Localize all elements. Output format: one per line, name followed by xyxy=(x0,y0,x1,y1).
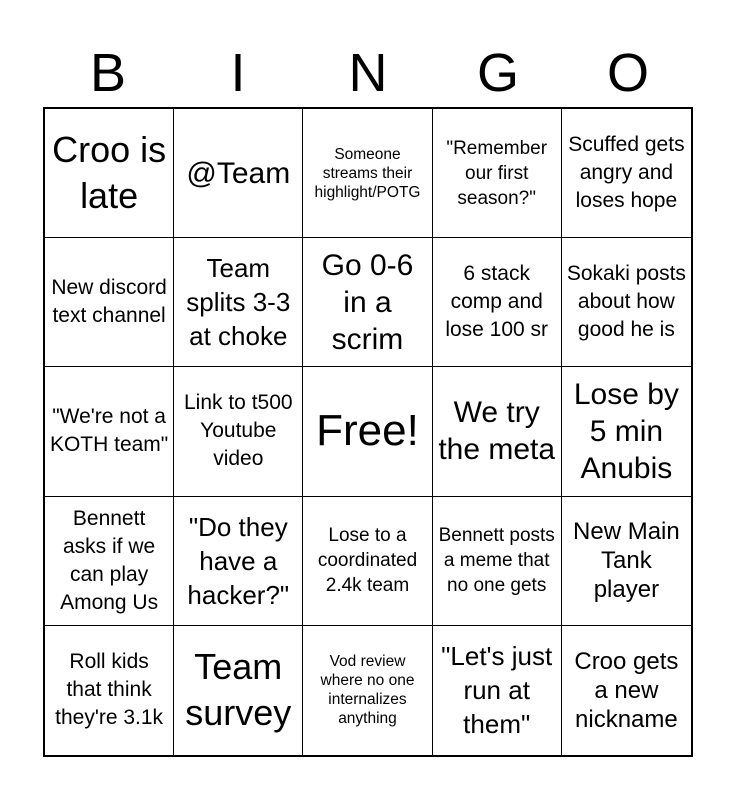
bingo-cell-text: "Do they have a hacker?" xyxy=(187,511,290,610)
bingo-cell-text: @Team xyxy=(186,156,291,190)
bingo-cell-r3c2[interactable] xyxy=(174,367,303,496)
bingo-cell-text: 6 stack comp and lose 100 sr xyxy=(445,262,549,342)
bingo-cell-r4c3[interactable] xyxy=(303,497,432,626)
bingo-cell-text: Lose to a coordinated 2.4k team xyxy=(317,525,418,597)
header-letter-o: O xyxy=(606,43,649,103)
bingo-cell-r2c4[interactable] xyxy=(433,238,562,367)
header-letter-b: B xyxy=(89,43,127,103)
bingo-cell-text: Team survey xyxy=(185,646,292,734)
bingo-cell-r2c2[interactable] xyxy=(174,238,303,367)
bingo-cell-r5c4[interactable] xyxy=(433,626,562,755)
bingo-cell-r3c5[interactable] xyxy=(562,367,691,496)
bingo-cell-r5c1[interactable] xyxy=(45,626,174,755)
bingo-cell-r1c4[interactable] xyxy=(433,109,562,238)
bingo-cell-text: "Remember our first season?" xyxy=(446,137,548,209)
bingo-card-grid xyxy=(43,107,693,757)
bingo-cell-text: Croo gets a new nickname xyxy=(574,647,679,733)
bingo-cell-text: Bennett posts a meme that no one gets xyxy=(438,525,555,597)
bingo-cell-free[interactable] xyxy=(303,367,432,496)
bingo-cell-text: Vod review where no one internalizes anything xyxy=(320,653,415,728)
bingo-cell-text: New Main Tank player xyxy=(573,518,680,604)
bingo-cell-text: Team splits 3-3 at choke xyxy=(186,253,291,352)
bingo-cell-r2c5[interactable] xyxy=(562,238,691,367)
header-letter-g: G xyxy=(476,43,519,103)
bingo-cell-r4c1[interactable] xyxy=(45,497,174,626)
bingo-cell-text: New discord text channel xyxy=(51,276,167,328)
bingo-cell-r4c4[interactable] xyxy=(433,497,562,626)
bingo-cell-r4c2[interactable] xyxy=(174,497,303,626)
bingo-cell-text: Lose by 5 min Anubis xyxy=(573,377,679,485)
bingo-cell-text: Bennett asks if we can play Among Us xyxy=(60,506,159,614)
bingo-header xyxy=(43,40,693,106)
bingo-cell-r5c5[interactable] xyxy=(562,626,691,755)
bingo-cell-r2c3[interactable] xyxy=(303,238,432,367)
bingo-cell-text: Someone streams their highlight/POTG xyxy=(314,145,421,201)
bingo-cell-text: Croo is late xyxy=(52,129,167,217)
header-letter-i: I xyxy=(230,43,246,103)
bingo-cell-text: Link to t500 Youtube video xyxy=(183,391,293,471)
bingo-cell-text: "Let's just run at them" xyxy=(441,641,553,740)
bingo-cell-r5c3[interactable] xyxy=(303,626,432,755)
bingo-cell-text: We try the meta xyxy=(438,396,556,467)
bingo-cell-r5c2[interactable] xyxy=(174,626,303,755)
bingo-cell-r1c2[interactable] xyxy=(174,109,303,238)
bingo-cell-text: Go 0-6 in a scrim xyxy=(321,248,414,356)
bingo-cell-text: "We're not a KOTH team" xyxy=(49,405,169,457)
bingo-cell-r3c4[interactable] xyxy=(433,367,562,496)
bingo-cell-r1c1[interactable] xyxy=(45,109,174,238)
header-letter-n: N xyxy=(348,43,388,103)
bingo-cell-r1c5[interactable] xyxy=(562,109,691,238)
bingo-cell-r3c1[interactable] xyxy=(45,367,174,496)
bingo-cell-r2c1[interactable] xyxy=(45,238,174,367)
free-space-label: Free! xyxy=(316,406,419,456)
bingo-cell-text: Scuffed gets angry and loses hope xyxy=(568,133,685,213)
bingo-cell-r1c3[interactable] xyxy=(303,109,432,238)
bingo-cell-text: Sokaki posts about how good he is xyxy=(566,262,686,342)
bingo-cell-r4c5[interactable] xyxy=(562,497,691,626)
bingo-cell-text: Roll kids that think they're 3.1k xyxy=(55,650,164,730)
